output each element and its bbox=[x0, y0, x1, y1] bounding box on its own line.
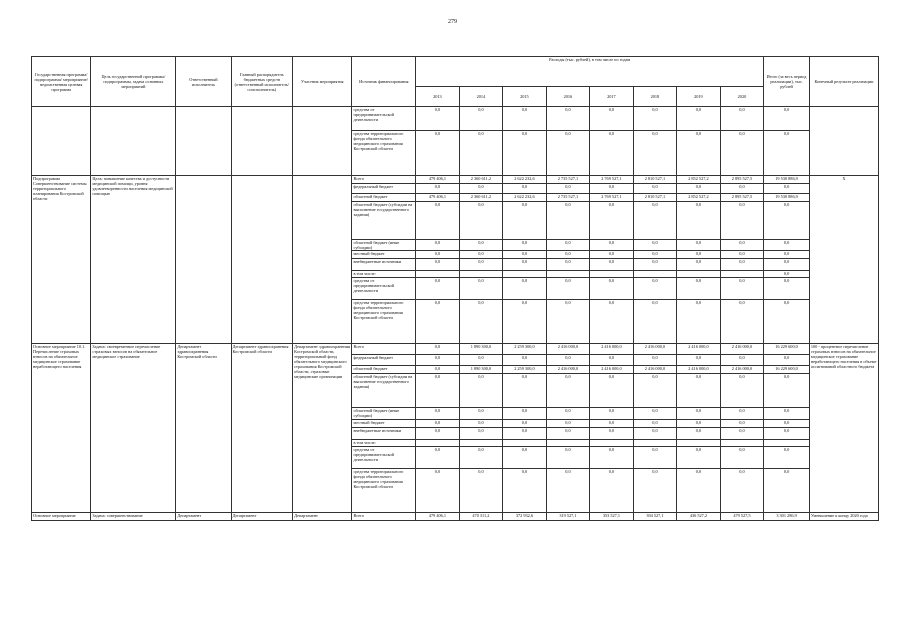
total-value: 0,0 bbox=[764, 469, 810, 513]
total-value: 0,0 bbox=[764, 408, 810, 420]
year-value: 0,0 bbox=[546, 469, 590, 513]
source-cell: средства от предпринимательской деятельности bbox=[352, 447, 416, 469]
year-value: 0,0 bbox=[590, 420, 634, 428]
year-value: 0,0 bbox=[503, 202, 547, 240]
year-value: 0,0 bbox=[459, 107, 503, 131]
year-value: 0,0 bbox=[503, 240, 547, 251]
year-value: 470 311,2 bbox=[459, 513, 503, 521]
year-value: 0,0 bbox=[633, 251, 677, 259]
year-value: 0,0 bbox=[416, 420, 460, 428]
year-value: 0,0 bbox=[677, 259, 721, 271]
year-value bbox=[416, 271, 460, 278]
total-value: 19 530 886,9 bbox=[764, 194, 810, 202]
total-value: 0,0 bbox=[764, 278, 810, 300]
header-goal: Цель государственной программы/подпрограммы, задача основных мероприятий bbox=[91, 57, 176, 107]
source-cell: федеральный бюджет bbox=[352, 184, 416, 194]
total-value: 0,0 bbox=[764, 131, 810, 176]
year-value: 0,0 bbox=[546, 300, 590, 344]
year-value: 0,0 bbox=[503, 374, 547, 408]
year-value: 372 932,6 bbox=[503, 513, 547, 521]
year-value: 0,0 bbox=[590, 374, 634, 408]
year-value: 2 852 527,2 bbox=[677, 194, 721, 202]
year-value: 0,0 bbox=[720, 131, 764, 176]
year-value: 2 416 000,0 bbox=[720, 366, 764, 374]
year-value: 2 360 611,2 bbox=[459, 194, 503, 202]
year-value bbox=[546, 271, 590, 278]
year-value: 0,0 bbox=[633, 202, 677, 240]
participant-cell: Департамент здравоохранения Костромской области, территориальный фонд обязательного медицинского страхования Костромской области, страховые медицинские организации bbox=[293, 344, 352, 513]
year-value: 0,0 bbox=[677, 131, 721, 176]
year-value: 2 360 611,2 bbox=[459, 176, 503, 184]
source-cell: областной бюджет (иные субсидии) bbox=[352, 408, 416, 420]
source-cell: в том числе: bbox=[352, 440, 416, 447]
year-value: 0,0 bbox=[633, 447, 677, 469]
year-value: 2 735 527,1 bbox=[546, 194, 590, 202]
participant-cell bbox=[293, 176, 352, 344]
year-value: 0,0 bbox=[546, 447, 590, 469]
year-value: 0,0 bbox=[459, 374, 503, 408]
source-cell: средства от предпринимательской деятельности bbox=[352, 278, 416, 300]
page-number: 279 bbox=[448, 19, 457, 25]
year-value bbox=[546, 440, 590, 447]
year-value: 0,0 bbox=[590, 428, 634, 440]
year-value: 2 769 527,1 bbox=[590, 194, 634, 202]
total-value: 0,0 bbox=[764, 374, 810, 408]
year-value: 1 890 300,0 bbox=[459, 366, 503, 374]
year-value: 0,0 bbox=[720, 240, 764, 251]
year-value: 0,0 bbox=[416, 428, 460, 440]
header-total: Итого (за весь период реализации), тыс. рублей bbox=[764, 57, 810, 107]
year-value: 0,0 bbox=[459, 408, 503, 420]
program-name: Основное мероприятие 10.1. Перечисление страховых взносов на обязательное медицинское страхование неработающего населения bbox=[32, 344, 91, 513]
result-cell bbox=[809, 107, 878, 176]
year-value: 0,0 bbox=[633, 374, 677, 408]
year-value: 0,0 bbox=[633, 355, 677, 366]
year-value: 2 416 000,0 bbox=[677, 344, 721, 355]
year-value: 0,0 bbox=[546, 428, 590, 440]
source-cell: областной бюджет (иные субсидии) bbox=[352, 240, 416, 251]
year-value: 0,0 bbox=[416, 259, 460, 271]
year-value: 0,0 bbox=[720, 300, 764, 344]
year-value: 0,0 bbox=[590, 408, 634, 420]
year-value: 2 416 000,0 bbox=[590, 366, 634, 374]
source-cell: средства от предпринимательской деятельности bbox=[352, 107, 416, 131]
year-value: 0,0 bbox=[590, 251, 634, 259]
year-value bbox=[503, 440, 547, 447]
header-year: 2015 bbox=[503, 87, 547, 107]
year-value: 0,0 bbox=[546, 278, 590, 300]
year-value: 0,0 bbox=[503, 251, 547, 259]
program-goal: Задача: своевременное перечисление страховых взносов на обязательное медицинское страхование bbox=[91, 344, 176, 513]
header-result: Конечный результат реализации bbox=[809, 57, 878, 107]
empty-cell bbox=[293, 107, 352, 176]
year-value: 0,0 bbox=[503, 355, 547, 366]
year-value: 0,0 bbox=[633, 107, 677, 131]
year-value: 0,0 bbox=[416, 202, 460, 240]
total-value: 16 229 600,0 bbox=[764, 366, 810, 374]
result-cell: X bbox=[809, 176, 878, 344]
year-value: 0,0 bbox=[720, 469, 764, 513]
year-value: 0,0 bbox=[590, 202, 634, 240]
year-value: 0,0 bbox=[459, 447, 503, 469]
year-value: 0,0 bbox=[720, 428, 764, 440]
year-value: 0,0 bbox=[633, 278, 677, 300]
year-value: 0,0 bbox=[503, 259, 547, 271]
header-year: 2013 bbox=[416, 87, 460, 107]
year-value bbox=[590, 440, 634, 447]
year-value: 0,0 bbox=[633, 259, 677, 271]
year-value: 0,0 bbox=[720, 107, 764, 131]
participant-cell: Департамент bbox=[293, 513, 352, 521]
year-value: 0,0 bbox=[416, 184, 460, 194]
year-value: 2 259 300,0 bbox=[503, 344, 547, 355]
year-value: 0,0 bbox=[459, 240, 503, 251]
year-value: 0,0 bbox=[416, 240, 460, 251]
header-year: 2016 bbox=[546, 87, 590, 107]
year-value bbox=[633, 271, 677, 278]
year-value: 0,0 bbox=[677, 374, 721, 408]
year-value: 0,0 bbox=[459, 259, 503, 271]
year-value: 0,0 bbox=[503, 428, 547, 440]
manager-cell: Департамент bbox=[231, 513, 293, 521]
year-value: 0,0 bbox=[416, 408, 460, 420]
year-value: 0,0 bbox=[633, 300, 677, 344]
source-cell: внебюджетные источники bbox=[352, 428, 416, 440]
total-value: 0,0 bbox=[764, 420, 810, 428]
year-value: 0,0 bbox=[633, 184, 677, 194]
year-value: 0,0 bbox=[677, 251, 721, 259]
year-value: 0,0 bbox=[720, 420, 764, 428]
year-value: 2 895 527,5 bbox=[720, 176, 764, 184]
year-value: 0,0 bbox=[503, 131, 547, 176]
year-value: 0,0 bbox=[677, 300, 721, 344]
year-value: 0,0 bbox=[459, 278, 503, 300]
year-value: 0,0 bbox=[633, 469, 677, 513]
year-value: 0,0 bbox=[590, 107, 634, 131]
year-value: 2 769 527,1 bbox=[590, 176, 634, 184]
year-value: 0,0 bbox=[677, 107, 721, 131]
total-value: 0,0 bbox=[764, 240, 810, 251]
empty-cell bbox=[91, 107, 176, 176]
year-value: 0,0 bbox=[503, 420, 547, 428]
year-value: 0,0 bbox=[677, 469, 721, 513]
year-value: 2 810 527,1 bbox=[633, 176, 677, 184]
year-value: 0,0 bbox=[677, 355, 721, 366]
result-cell: Уменьшение к концу 2020 года bbox=[809, 513, 878, 521]
source-cell: областной бюджет bbox=[352, 194, 416, 202]
year-value: 0,0 bbox=[590, 259, 634, 271]
year-value: 479 406,1 bbox=[416, 176, 460, 184]
year-value: 0,0 bbox=[459, 184, 503, 194]
year-value: 0,0 bbox=[720, 447, 764, 469]
year-value: 0,0 bbox=[416, 131, 460, 176]
total-value: 0,0 bbox=[764, 300, 810, 344]
year-value: 353 527,1 bbox=[590, 513, 634, 521]
header-year: 2019 bbox=[677, 87, 721, 107]
year-value: 0,0 bbox=[720, 355, 764, 366]
executor-cell: Департамент здравоохранения Костромской области bbox=[176, 344, 231, 513]
empty-cell bbox=[176, 107, 231, 176]
total-value: 0,0 bbox=[764, 251, 810, 259]
year-value: 0,0 bbox=[720, 278, 764, 300]
year-value: 0,0 bbox=[590, 469, 634, 513]
header-expenses: Расходы (тыс. рублей), в том числе по годам bbox=[416, 57, 764, 87]
header-executor: Ответственный исполнитель bbox=[176, 57, 231, 107]
year-value: 0,0 bbox=[633, 408, 677, 420]
total-value bbox=[764, 440, 810, 447]
year-value bbox=[503, 271, 547, 278]
source-cell: областной бюджет bbox=[352, 366, 416, 374]
source-cell: средства территориального фонда обязательного медицинского страхования Костромской области bbox=[352, 300, 416, 344]
source-cell: областной бюджет (субсидии на выполнение государственного задания) bbox=[352, 374, 416, 408]
year-value: 0,0 bbox=[416, 300, 460, 344]
total-value: 0,0 bbox=[764, 202, 810, 240]
year-value: 0,0 bbox=[459, 251, 503, 259]
year-value bbox=[416, 440, 460, 447]
year-value: 479 406,1 bbox=[416, 513, 460, 521]
year-value: 0,0 bbox=[503, 278, 547, 300]
year-value: 0,0 bbox=[633, 240, 677, 251]
total-value: 3 301 286,9 bbox=[764, 513, 810, 521]
year-value bbox=[459, 271, 503, 278]
table-row bbox=[32, 513, 879, 521]
source-cell: средства территориального фонда обязательного медицинского страхования Костромской области bbox=[352, 131, 416, 176]
header-program: Государственная программа/подпрограмма/ мероприятие/ ведомственная целевая программа bbox=[32, 57, 91, 107]
year-value: 0,0 bbox=[459, 469, 503, 513]
year-value: 0,0 bbox=[416, 447, 460, 469]
source-cell: Всего bbox=[352, 344, 416, 355]
year-value: 0,0 bbox=[416, 107, 460, 131]
year-value: 0,0 bbox=[677, 184, 721, 194]
budget-table bbox=[31, 56, 879, 521]
year-value: 0,0 bbox=[459, 420, 503, 428]
year-value bbox=[677, 271, 721, 278]
year-value: 0,0 bbox=[590, 184, 634, 194]
year-value: 2 852 527,2 bbox=[677, 176, 721, 184]
year-value: 0,0 bbox=[720, 184, 764, 194]
year-value: 0,0 bbox=[590, 278, 634, 300]
year-value bbox=[590, 271, 634, 278]
total-value: 0,0 bbox=[764, 259, 810, 271]
program-goal: Задача: совершенствование bbox=[91, 513, 176, 521]
result-cell: 100 - процентное перечисление страховых взносов на обязательное медицинское страхование неработающего населения в объеме ассигнований областного бюджета bbox=[809, 344, 878, 513]
year-value: 0,0 bbox=[546, 355, 590, 366]
year-value: 0,0 bbox=[590, 131, 634, 176]
year-value: 2 416 000,0 bbox=[546, 344, 590, 355]
source-cell: федеральный бюджет bbox=[352, 355, 416, 366]
year-value: 0,0 bbox=[416, 355, 460, 366]
manager-cell bbox=[231, 176, 293, 344]
year-value bbox=[633, 440, 677, 447]
year-value: 2 416 000,0 bbox=[590, 344, 634, 355]
year-value: 0,0 bbox=[503, 469, 547, 513]
source-cell: местный бюджет bbox=[352, 420, 416, 428]
year-value: 0,0 bbox=[546, 240, 590, 251]
year-value: 0,0 bbox=[720, 202, 764, 240]
total-value: 0,0 bbox=[764, 355, 810, 366]
header-manager: Главный распорядитель бюджетных средств (ответственный исполнитель/ соисполнитель) bbox=[231, 57, 293, 107]
source-cell: в том числе: bbox=[352, 271, 416, 278]
year-value: 0,0 bbox=[459, 131, 503, 176]
year-value: 1 890 300,0 bbox=[459, 344, 503, 355]
year-value: 0,0 bbox=[503, 300, 547, 344]
year-value: 0,0 bbox=[503, 408, 547, 420]
year-value: 0,0 bbox=[677, 428, 721, 440]
year-value: 0,0 bbox=[590, 300, 634, 344]
year-value bbox=[720, 271, 764, 278]
year-value: 2 259 300,0 bbox=[503, 366, 547, 374]
source-cell: Всего bbox=[352, 176, 416, 184]
total-value: 16 229 600,0 bbox=[764, 344, 810, 355]
year-value: 0,0 bbox=[503, 107, 547, 131]
year-value: 0,0 bbox=[590, 240, 634, 251]
header-participant: Участник мероприятия bbox=[293, 57, 352, 107]
year-value: 0,0 bbox=[416, 344, 460, 355]
executor-cell bbox=[176, 176, 231, 344]
source-cell: внебюджетные источники bbox=[352, 259, 416, 271]
source-cell: средства территориального фонда обязательного медицинского страхования Костромской области bbox=[352, 469, 416, 513]
year-value: 0,0 bbox=[677, 420, 721, 428]
year-value bbox=[459, 440, 503, 447]
year-value: 0,0 bbox=[459, 428, 503, 440]
year-value: 0,0 bbox=[677, 202, 721, 240]
year-value: 0,0 bbox=[416, 469, 460, 513]
year-value: 319 527,1 bbox=[546, 513, 590, 521]
empty-cell bbox=[32, 107, 91, 176]
year-value: 0,0 bbox=[677, 240, 721, 251]
year-value: 0,0 bbox=[546, 184, 590, 194]
year-value: 0,0 bbox=[546, 131, 590, 176]
year-value bbox=[720, 440, 764, 447]
year-value: 2 416 000,0 bbox=[633, 366, 677, 374]
year-value: 0,0 bbox=[503, 184, 547, 194]
year-value: 479 527,5 bbox=[720, 513, 764, 521]
year-value: 2 810 527,1 bbox=[633, 194, 677, 202]
year-value: 2 416 000,0 bbox=[720, 344, 764, 355]
year-value: 394 527,1 bbox=[633, 513, 677, 521]
total-value: 0,0 bbox=[764, 428, 810, 440]
year-value: 2 416 000,0 bbox=[633, 344, 677, 355]
year-value: 0,0 bbox=[416, 278, 460, 300]
year-value: 2 735 527,1 bbox=[546, 176, 590, 184]
header-year: 2018 bbox=[633, 87, 677, 107]
header-year: 2017 bbox=[590, 87, 634, 107]
year-value: 0,0 bbox=[459, 202, 503, 240]
year-value: 479 406,1 bbox=[416, 194, 460, 202]
source-cell: Всего bbox=[352, 513, 416, 521]
year-value bbox=[677, 440, 721, 447]
total-value: 19 530 886,9 bbox=[764, 176, 810, 184]
header-year: 2014 bbox=[459, 87, 503, 107]
year-value: 0,0 bbox=[546, 374, 590, 408]
year-value: 2 895 527,5 bbox=[720, 194, 764, 202]
year-value: 0,0 bbox=[416, 366, 460, 374]
year-value: 0,0 bbox=[546, 420, 590, 428]
program-name: Подпрограмма Совершенствование системы территориального планирования Костромской области bbox=[32, 176, 91, 344]
year-value: 0,0 bbox=[633, 131, 677, 176]
year-value: 0,0 bbox=[590, 447, 634, 469]
source-cell: областной бюджет (субсидии на выполнение государственного задания) bbox=[352, 202, 416, 240]
total-value: 0,0 bbox=[764, 447, 810, 469]
year-value: 0,0 bbox=[720, 251, 764, 259]
manager-cell: Департамент здравоохранения Костромской области bbox=[231, 344, 293, 513]
program-name: Основное мероприятие bbox=[32, 513, 91, 521]
header-year: 2020 bbox=[720, 87, 764, 107]
year-value: 0,0 bbox=[677, 278, 721, 300]
year-value: 0,0 bbox=[459, 355, 503, 366]
year-value: 0,0 bbox=[546, 259, 590, 271]
year-value: 0,0 bbox=[546, 202, 590, 240]
year-value: 0,0 bbox=[720, 259, 764, 271]
year-value: 436 527,2 bbox=[677, 513, 721, 521]
year-value: 0,0 bbox=[503, 447, 547, 469]
total-value: 0,0 bbox=[764, 271, 810, 278]
year-value: 0,0 bbox=[546, 107, 590, 131]
year-value: 0,0 bbox=[459, 300, 503, 344]
year-value: 0,0 bbox=[633, 420, 677, 428]
year-value: 2 416 000,0 bbox=[546, 366, 590, 374]
year-value: 0,0 bbox=[720, 374, 764, 408]
source-cell: местный бюджет bbox=[352, 251, 416, 259]
year-value: 0,0 bbox=[416, 251, 460, 259]
year-value: 2 622 232,6 bbox=[503, 194, 547, 202]
year-value: 0,0 bbox=[633, 428, 677, 440]
executor-cell: Департамент bbox=[176, 513, 231, 521]
table-row bbox=[32, 107, 879, 131]
table-row bbox=[32, 344, 879, 355]
year-value: 0,0 bbox=[546, 251, 590, 259]
program-goal: Цель: повышение качества и доступности медицинской помощи, уровня удовлетворенности населения медицинской помощью bbox=[91, 176, 176, 344]
year-value: 0,0 bbox=[677, 447, 721, 469]
total-value: 0,0 bbox=[764, 184, 810, 194]
table-row bbox=[32, 176, 879, 184]
year-value: 0,0 bbox=[590, 355, 634, 366]
year-value: 0,0 bbox=[720, 408, 764, 420]
empty-cell bbox=[231, 107, 293, 176]
year-value: 0,0 bbox=[546, 408, 590, 420]
year-value: 2 622 232,6 bbox=[503, 176, 547, 184]
year-value: 0,0 bbox=[677, 408, 721, 420]
year-value: 0,0 bbox=[416, 374, 460, 408]
total-value: 0,0 bbox=[764, 107, 810, 131]
header-source: Источник финансирования bbox=[352, 57, 416, 107]
year-value: 2 416 000,0 bbox=[677, 366, 721, 374]
